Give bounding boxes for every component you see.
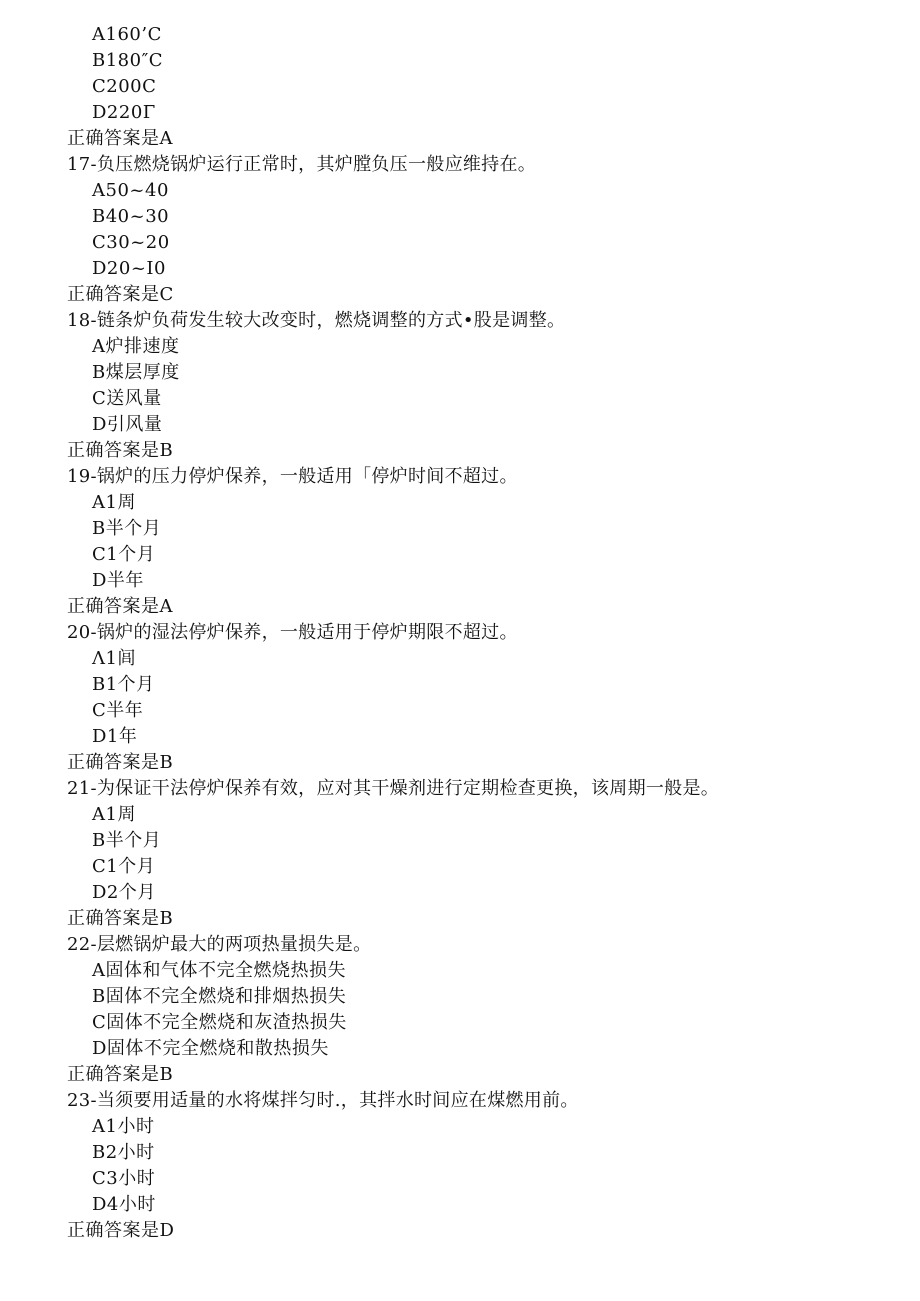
answer-line: 正确答案是C [67, 284, 174, 305]
question-line: 18-链条炉负荷发生较大改变时，燃烧调整的方式•股是调整。 [67, 310, 566, 331]
option-line: D220Γ [92, 102, 156, 123]
option-line: C200C [92, 76, 157, 97]
option-line: B半个月 [92, 830, 162, 851]
option-line: D4小时 [92, 1194, 156, 1215]
option-line: B煤层厚度 [92, 362, 180, 383]
option-line: D固体不完全燃烧和散热损失 [92, 1038, 329, 1059]
option-line: A固体和气体不完全燃烧热损失 [92, 960, 346, 981]
option-line: A炉排速度 [92, 336, 180, 357]
option-line: A160’C [92, 24, 162, 45]
option-line: C1个月 [92, 544, 156, 565]
option-line: A1周 [92, 804, 136, 825]
answer-line: 正确答案是B [67, 752, 174, 773]
option-line: A50~40 [92, 180, 169, 201]
option-line: C固体不完全燃烧和灰渣热损失 [92, 1012, 347, 1033]
option-line: D2个月 [92, 882, 156, 903]
question-line: 20-锅炉的湿法停炉保养，一般适用于停炉期限不超过。 [67, 622, 518, 643]
option-line: C半年 [92, 700, 144, 721]
question-line: 17-负压燃烧锅炉运行正常时，其炉膛负压一般应维持在。 [67, 154, 537, 175]
question-line: 22-层燃锅炉最大的两项热量损失是。 [67, 934, 372, 955]
option-line: D引风量 [92, 414, 163, 435]
option-line: C3小时 [92, 1168, 156, 1189]
option-line: C30~20 [92, 232, 170, 253]
option-line: D半年 [92, 570, 144, 591]
option-line: C1个月 [92, 856, 156, 877]
answer-line: 正确答案是A [67, 596, 173, 617]
answer-line: 正确答案是B [67, 908, 174, 929]
answer-line: 正确答案是B [67, 440, 174, 461]
option-line: D20~I0 [92, 258, 166, 279]
answer-line: 正确答案是D [67, 1220, 175, 1241]
answer-line: 正确答案是A [67, 128, 173, 149]
document-page [0, 22, 920, 1244]
question-line: 23-当须要用适量的水将煤拌匀时.，其拌水时间应在煤燃用前。 [67, 1090, 579, 1111]
option-line: A1周 [92, 492, 136, 513]
option-line: B180″C [92, 50, 164, 71]
option-line: B40~30 [92, 206, 170, 227]
option-line: B半个月 [92, 518, 162, 539]
option-line: B1个月 [92, 674, 155, 695]
answer-line: 正确答案是B [67, 1064, 174, 1085]
option-line: B2小时 [92, 1142, 155, 1163]
option-line: Λ1闾 [92, 648, 136, 669]
option-line: B固体不完全燃烧和排烟热损失 [92, 986, 347, 1007]
option-line: D1年 [92, 726, 138, 747]
option-line: A1小时 [92, 1116, 155, 1137]
option-line: C送风量 [92, 388, 162, 409]
question-line: 19-锅炉的压力停炉保养，一般适用「停炉时间不超过。 [67, 466, 518, 487]
question-line: 21-为保证干法停炉保养有效，应对其干燥剂进行定期检查更换，该周期一般是。 [67, 778, 720, 799]
